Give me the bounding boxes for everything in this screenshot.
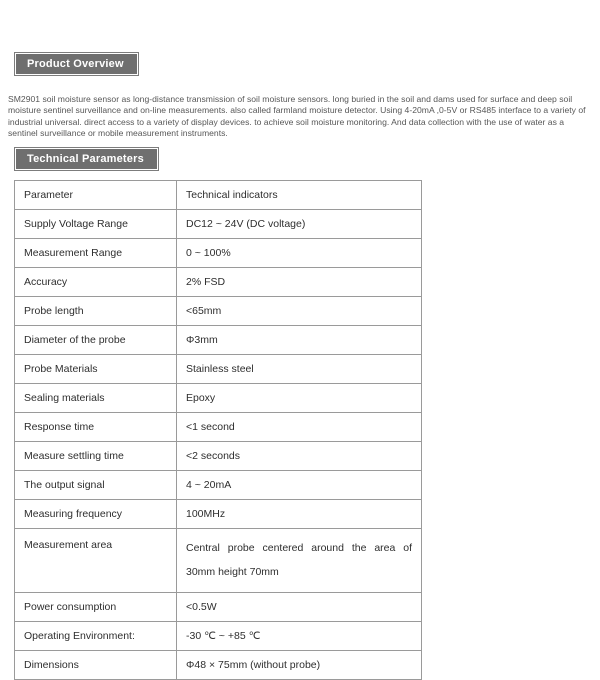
table-cell-value: 2% FSD [177, 268, 422, 297]
table-row [15, 239, 422, 268]
table-cell-value: <2 seconds [177, 442, 422, 471]
table-cell-value: <0.5W [177, 593, 422, 622]
table-cell-value: Central probe centered around the area of 30mm height 70mm [177, 529, 422, 593]
table-header-row [15, 181, 422, 210]
column-header-parameter: Parameter [15, 181, 177, 210]
table-row [15, 413, 422, 442]
table-cell-value: 4 ~ 20mA [177, 471, 422, 500]
technical-parameters-badge-label: Technical Parameters [14, 147, 159, 171]
table-cell-parameter: Probe Materials [15, 355, 177, 384]
table-row [15, 355, 422, 384]
table-cell-parameter: The output signal [15, 471, 177, 500]
table-row [15, 471, 422, 500]
table-row [15, 268, 422, 297]
product-overview-paragraph: SM2901 soil moisture sensor as long-distance transmission of soil moisture sensors. long buried in the soil and dams used for surface and deep soil moisture sentinel surveillance and on-line measurements. also called farmland moisture detector. Using 4-20mA ,0-5V or RS485 interface to a variety of industrial universal. direct access to a variety of display devices. to achieve soil moisture monitoring. And data collection with the use of water as a sentinel surveillance or mobile measurement instruments. [8, 93, 586, 139]
table-row [15, 529, 422, 593]
table-cell-parameter: Diameter of the probe [15, 326, 177, 355]
table-cell-value: Φ3mm [177, 326, 422, 355]
table-cell-parameter: Measurement Range [15, 239, 177, 268]
product-overview-heading [14, 52, 139, 76]
table-cell-parameter: Operating Environment: [15, 622, 177, 651]
table-cell-parameter: Measuring frequency [15, 500, 177, 529]
table-cell-parameter: Sealing materials [15, 384, 177, 413]
table-cell-parameter: Power consumption [15, 593, 177, 622]
table-row [15, 326, 422, 355]
table-cell-value: <65mm [177, 297, 422, 326]
table-row [15, 622, 422, 651]
table-cell-parameter: Dimensions [15, 651, 177, 680]
table-cell-parameter: Accuracy [15, 268, 177, 297]
table-cell-parameter: Measurement area [15, 529, 177, 593]
table-cell-value: <1 second [177, 413, 422, 442]
table-row [15, 593, 422, 622]
table-cell-value: -30 ℃ ~ +85 ℃ [177, 622, 422, 651]
technical-parameters-table [14, 180, 422, 680]
table-row [15, 651, 422, 680]
technical-parameters-heading [14, 147, 159, 171]
table-cell-value: Epoxy [177, 384, 422, 413]
table-row [15, 384, 422, 413]
table-row [15, 297, 422, 326]
table-row [15, 210, 422, 239]
table-cell-value: Φ48 × 75mm (without probe) [177, 651, 422, 680]
column-header-technical-indicators: Technical indicators [177, 181, 422, 210]
spec-table-body [15, 181, 422, 680]
table-cell-value: Stainless steel [177, 355, 422, 384]
table-cell-value: 0 ~ 100% [177, 239, 422, 268]
table-row [15, 500, 422, 529]
table-cell-parameter: Probe length [15, 297, 177, 326]
table-cell-value: 100MHz [177, 500, 422, 529]
spec-table-container [14, 180, 421, 680]
table-row [15, 442, 422, 471]
table-cell-value: DC12 ~ 24V (DC voltage) [177, 210, 422, 239]
table-cell-parameter: Supply Voltage Range [15, 210, 177, 239]
product-overview-badge-label: Product Overview [14, 52, 139, 76]
table-cell-parameter: Response time [15, 413, 177, 442]
table-cell-parameter: Measure settling time [15, 442, 177, 471]
